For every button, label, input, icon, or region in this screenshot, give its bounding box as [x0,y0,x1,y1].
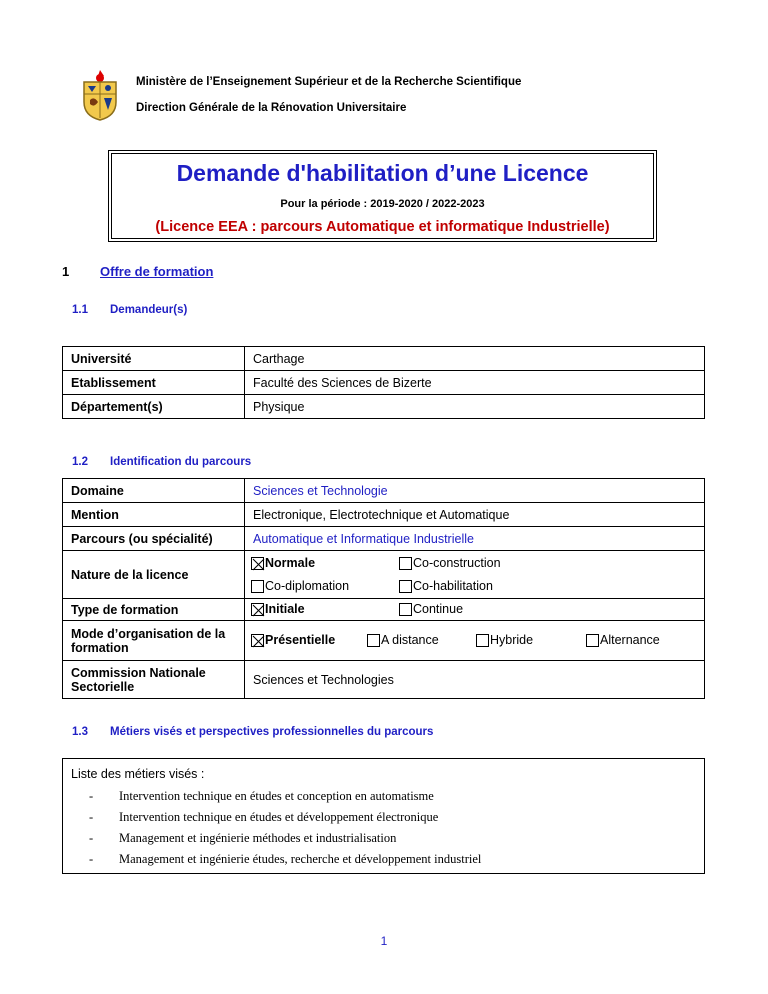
domaine-value: Sciences et Technologie [245,479,705,503]
nature-coconstruction-option[interactable] [399,556,501,570]
etablissement-value: Faculté des Sciences de Bizerte [245,371,705,395]
metiers-list-title: Liste des métiers visés : [71,767,205,781]
demandeur-table [62,346,705,419]
table-row [63,479,705,503]
mode-alternance-option[interactable] [586,633,660,647]
universite-label: Université [63,347,245,371]
page-title: Demande d'habilitation d’une Licence [176,160,589,186]
table-row [63,527,705,551]
nature-cohabilitation-option[interactable] [399,579,493,593]
etablissement-label: Etablissement [63,371,245,395]
mode-presentielle-option[interactable] [251,633,335,647]
table-row [63,621,705,661]
nature-codiplomation-option[interactable] [251,579,349,593]
mode-label: Mode d’organisation de la formation [63,621,245,661]
section-1-1-title: Demandeur(s) [110,304,188,316]
nature-options [245,551,705,599]
direction-name: Direction Générale de la Rénovation Universitaire [136,102,407,114]
table-row [63,503,705,527]
coconstruction-checkbox[interactable] [399,557,412,570]
metiers-box [62,758,705,874]
list-bullet: - [89,852,94,866]
presentielle-label: Présentielle [265,633,336,647]
cohabilitation-label: Co-habilitation [413,579,493,593]
parcours-value: Automatique et Informatique Industrielle [245,527,705,551]
period-text: Pour la période : 2019-2020 / 2022-2023 [280,198,485,210]
mention-value: Electronique, Electrotechnique et Automatique [245,503,705,527]
table-row [63,347,705,371]
table-row [63,599,705,621]
list-item-text: Intervention technique en études et développement électronique [119,810,439,824]
departement-value: Physique [245,395,705,419]
continue-checkbox[interactable] [399,603,412,616]
table-row [63,551,705,599]
list-item-text: Management et ingénierie études, recherche et développement industriel [119,852,482,866]
commission-label: Commission Nationale Sectorielle [63,661,245,699]
presentielle-checkbox[interactable] [251,634,264,647]
section-1-title: Offre de formation [100,264,214,279]
alternance-label: Alternance [600,633,660,647]
section-1-number: 1 [62,264,70,279]
section-1-2-number: 1.2 [72,456,88,468]
title-box [108,150,657,242]
mode-hybride-option[interactable] [476,633,533,647]
coconstruction-label: Co-construction [413,556,501,570]
page-subtitle: (Licence EEA : parcours Automatique et informatique Industrielle) [155,219,610,235]
table-row [63,661,705,699]
list-bullet: - [89,810,94,824]
hybride-label: Hybride [490,633,534,647]
list-item-text: Intervention technique en études et conception en automatisme [119,789,434,803]
parcours-table [62,478,705,699]
mode-options [245,621,705,661]
table-row [63,371,705,395]
ministry-name: Ministère de l’Enseignement Supérieur et de la Recherche Scientifique [136,76,522,88]
mode-distance-option[interactable] [367,633,439,647]
type-label: Type de formation [63,599,245,621]
page-number: 1 [380,934,388,948]
initiale-label: Initiale [265,602,305,616]
table-row [63,395,705,419]
nature-normale-option[interactable] [251,556,315,570]
initiale-checkbox[interactable] [251,603,264,616]
universite-value: Carthage [245,347,705,371]
normale-label: Normale [265,556,316,570]
cohabilitation-checkbox[interactable] [399,580,412,593]
list-bullet: - [89,789,94,803]
type-options [245,599,705,621]
distance-checkbox[interactable] [367,634,380,647]
section-1-3-title: Métiers visés et perspectives professionnelles du parcours [110,726,434,738]
alternance-checkbox[interactable] [586,634,599,647]
type-continue-option[interactable] [399,602,463,616]
list-bullet: - [89,831,94,845]
departement-label: Département(s) [63,395,245,419]
commission-value: Sciences et Technologies [245,661,705,699]
nature-label: Nature de la licence [63,551,245,599]
section-1-1-number: 1.1 [72,304,88,316]
distance-label: A distance [381,633,439,647]
section-1-2-title: Identification du parcours [110,456,252,468]
section-1-3-number: 1.3 [72,726,88,738]
normale-checkbox[interactable] [251,557,264,570]
mention-label: Mention [63,503,245,527]
codiplomation-checkbox[interactable] [251,580,264,593]
domaine-label: Domaine [63,479,245,503]
codiplomation-label: Co-diplomation [265,579,350,593]
type-initiale-option[interactable] [251,602,305,616]
hybride-checkbox[interactable] [476,634,489,647]
parcours-label: Parcours (ou spécialité) [63,527,245,551]
continue-label: Continue [413,602,464,616]
list-item-text: Management et ingénierie méthodes et industrialisation [119,831,397,845]
coat-of-arms-logo [78,68,122,122]
